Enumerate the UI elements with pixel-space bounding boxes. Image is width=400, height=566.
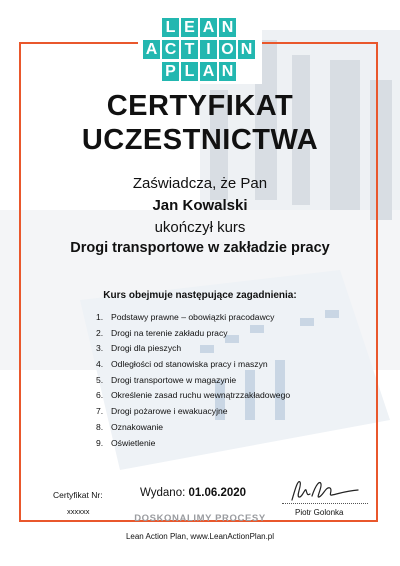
logo-letter: T — [181, 40, 198, 59]
item-number: 2. — [96, 327, 104, 338]
item-number: 9. — [96, 437, 104, 448]
item-text: Oświetlenie — [111, 437, 156, 448]
item-number: 7. — [96, 406, 104, 417]
attest-text: Zaświadcza, że Pan — [132, 175, 268, 192]
item-text: Określenie zasad ruchu wewnątrzzakładowego — [111, 390, 291, 401]
item-text: Drogi na terenie zakładu pracy — [111, 327, 228, 338]
item-number: 1. — [96, 312, 104, 322]
logo-letter: N — [238, 40, 255, 59]
motto: DOSKONALIMY PROCESY — [134, 513, 266, 524]
item-number: 4. — [96, 359, 104, 370]
list-item — [96, 373, 290, 389]
completed-text: ukończył kurs — [154, 219, 246, 236]
item-number: 6. — [96, 390, 104, 401]
issued-block — [140, 487, 246, 499]
logo-letter: N — [219, 18, 236, 37]
item-text: Odległości od stanowiska pracy i maszyn — [111, 359, 268, 370]
logo-letter: P — [162, 62, 179, 81]
company-line: Lean Action Plan, www.LeanActionPlan.pl — [125, 532, 275, 541]
list-item — [96, 310, 290, 326]
logo-letter: N — [219, 62, 236, 81]
topics-list — [96, 310, 290, 451]
logo-row-3 — [162, 62, 236, 81]
item-text: Podstawy prawne – obowiązki pracodawcy — [111, 312, 275, 322]
issued-date: 01.06.2020 — [188, 487, 247, 499]
signer-name: Piotr Golonka — [295, 508, 344, 517]
list-item — [96, 388, 290, 404]
signature-image — [290, 476, 362, 504]
certificate-title-line-1: CERTYFIKAT — [106, 90, 294, 122]
topics-heading: Kurs obejmuje następujące zagadnienia: — [103, 290, 297, 301]
item-number: 3. — [96, 343, 104, 354]
item-text: Drogi transportowe w magazynie — [111, 374, 237, 385]
logo-letter: O — [219, 40, 236, 59]
item-text: Oznakowanie — [111, 421, 164, 432]
signature-line — [282, 503, 368, 504]
logo-letter: A — [200, 18, 217, 37]
item-text: Drogi pożarowe i ewakuacyjne — [111, 406, 228, 417]
list-item — [96, 357, 290, 373]
lean-action-plan-logo — [138, 14, 262, 84]
item-number: 5. — [96, 374, 104, 385]
list-item — [96, 326, 290, 342]
list-item — [96, 436, 290, 452]
logo-letter: L — [162, 18, 179, 37]
item-text: Drogi dla pieszych — [111, 343, 182, 354]
course-name: Drogi transportowe w zakładzie pracy — [70, 240, 330, 256]
list-item — [96, 404, 290, 420]
certificate-number-label: Certyfikat Nr: — [53, 490, 103, 500]
list-item — [96, 341, 290, 357]
certificate-title-line-2: UCZESTNICTWA — [81, 124, 319, 156]
logo-letter: C — [162, 40, 179, 59]
logo-letter: E — [181, 18, 198, 37]
issued-label: Wydano: — [140, 487, 186, 499]
participant-name: Jan Kowalski — [152, 197, 248, 214]
logo-letter: L — [181, 62, 198, 81]
list-item — [96, 420, 290, 436]
certificate-number: xxxxxx — [67, 507, 90, 516]
item-number: 8. — [96, 421, 104, 432]
logo-letter: I — [200, 40, 217, 59]
logo-letter: A — [143, 40, 160, 59]
logo-letter: A — [200, 62, 217, 81]
logo-row-2 — [143, 40, 255, 59]
logo-row-1 — [162, 18, 236, 37]
